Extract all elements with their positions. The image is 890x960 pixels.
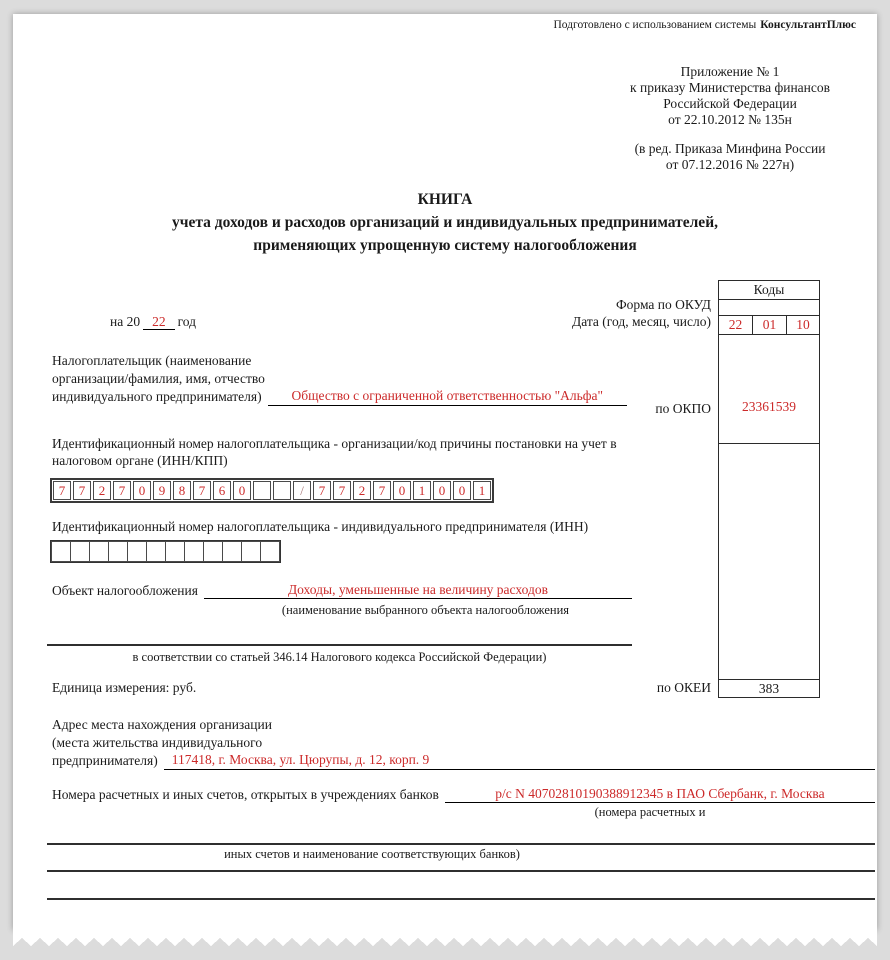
- appendix-reference: [630, 64, 830, 173]
- bank-accounts-caption: (номера расчетных и: [594, 805, 706, 819]
- form-grid-cell: 2: [93, 481, 111, 500]
- form-grid-cell: [89, 541, 109, 562]
- okei-label: по ОКЕИ: [656, 680, 711, 695]
- tax-object-caption: (наименование выбранного объекта налогообложения: [281, 603, 570, 617]
- tax-object-section: [52, 582, 632, 599]
- taxpayer-label-line: организации/фамилия, имя, отчество: [52, 370, 265, 386]
- bank-accounts-section: [52, 786, 875, 803]
- form-grid-cell: 0: [133, 481, 151, 500]
- form-grid-cell: /: [293, 481, 311, 500]
- okpo-value-cell: 23361539: [718, 334, 820, 444]
- form-grid-cell: 7: [113, 481, 131, 500]
- form-grid-cell: 1: [473, 481, 491, 500]
- empty-codes-cell: [718, 443, 820, 680]
- tax-object-value-field: Доходы, уменьшенные на величину расходов: [204, 582, 632, 599]
- date-label: Дата (год, месяц, число): [572, 314, 711, 329]
- title-word: КНИГА: [417, 191, 473, 208]
- form-grid-cell: 7: [73, 481, 91, 500]
- unit-of-measure-label: Единица измерения: руб.: [52, 680, 197, 695]
- appendix-line: Российской Федерации: [663, 96, 797, 111]
- appendix-line: Приложение № 1: [680, 64, 780, 79]
- form-grid-cell: [184, 541, 204, 562]
- tax-object-statute-caption: в соответствии со статьей 346.14 Налогового кодекса Российской Федерации): [132, 650, 547, 664]
- taxpayer-name-field: Общество с ограниченной ответственностью "Альфа": [268, 387, 627, 406]
- appendix-line: от 22.10.2012 № 135н: [668, 112, 792, 127]
- okud-value-cell: [718, 299, 820, 316]
- torn-page-edge: [13, 930, 877, 946]
- form-okud-label: Форма по ОКУД: [615, 297, 711, 312]
- blank-rule-line: [47, 843, 875, 845]
- form-grid-cell: 6: [213, 481, 231, 500]
- taxpayer-section: [52, 352, 627, 406]
- form-grid-cell: [51, 541, 71, 562]
- form-grid-cell: [273, 481, 291, 500]
- consultantplus-brand: КонсультантПлюс: [760, 19, 856, 31]
- date-month-cell: 01: [752, 315, 787, 335]
- form-grid-cell: 0: [453, 481, 471, 500]
- blank-rule-line: [47, 870, 875, 872]
- spacer: [630, 128, 830, 141]
- form-grid-cell: [222, 541, 242, 562]
- reporting-year-line: [110, 314, 196, 330]
- inn-ip-digit-grid: [50, 540, 281, 563]
- form-grid-cell: 0: [233, 481, 251, 500]
- bank-account-value-field: р/с N 40702810190388912345 в ПАО Сбербанк, г. Москва: [445, 786, 875, 803]
- appendix-edition-line: (в ред. Приказа Минфина России: [634, 141, 826, 156]
- form-grid-cell: [146, 541, 166, 562]
- form-grid-cell: [70, 541, 90, 562]
- prepared-with-line: [553, 19, 856, 31]
- bank-accounts-caption: иных счетов и наименование соответствующих банков): [224, 847, 520, 861]
- form-grid-cell: [165, 541, 185, 562]
- form-grid-cell: [127, 541, 147, 562]
- prepared-with-text: Подготовлено с использованием системы: [553, 19, 757, 31]
- form-grid-cell: 9: [153, 481, 171, 500]
- form-grid-cell: 0: [433, 481, 451, 500]
- form-grid-cell: [108, 541, 128, 562]
- address-label-line: предпринимателя): [52, 753, 158, 768]
- appendix-edition-line: от 07.12.2016 № 227н): [665, 157, 795, 172]
- taxpayer-label-line: индивидуального предпринимателя): [52, 389, 262, 404]
- codes-header-cell: Коды: [718, 280, 820, 300]
- okpo-label: по ОКПО: [655, 401, 711, 416]
- address-value-field: 117418, г. Москва, ул. Цюрупы, д. 12, корп. 9: [164, 751, 875, 770]
- form-grid-cell: 7: [193, 481, 211, 500]
- title-line: учета доходов и расходов организаций и индивидуальных предпринимателей,: [172, 214, 718, 231]
- inn-ip-label: Идентификационный номер налогоплательщика - индивидуального предпринимателя (ИНН): [52, 519, 589, 534]
- form-grid-cell: 7: [313, 481, 331, 500]
- date-day-cell: 10: [786, 315, 820, 335]
- form-grid-cell: 1: [413, 481, 431, 500]
- form-grid-cell: [253, 481, 271, 500]
- address-label-line: Адрес места нахождения организации: [52, 717, 272, 732]
- appendix-line: к приказу Министерства финансов: [630, 80, 830, 95]
- codes-table: [718, 280, 820, 698]
- blank-rule-line: [47, 898, 875, 900]
- inn-kpp-label: Идентификационный номер налогоплательщика - организации/код причины постановки на учет в налоговом органе (ИНН/КПП): [52, 436, 617, 468]
- form-grid-cell: 8: [173, 481, 191, 500]
- year-value-field: 22: [143, 314, 175, 330]
- form-grid-cell: [241, 541, 261, 562]
- form-grid-cell: 7: [53, 481, 71, 500]
- year-prefix: на 20: [110, 314, 141, 329]
- taxpayer-label-line: Налогоплательщик (наименование: [52, 353, 252, 368]
- form-grid-cell: [203, 541, 223, 562]
- tax-object-label: Объект налогообложения: [52, 583, 198, 598]
- bank-accounts-label: Номера расчетных и иных счетов, открытых в учреждениях банков: [52, 787, 439, 802]
- form-grid-cell: 7: [373, 481, 391, 500]
- date-year-cell: 22: [718, 315, 753, 335]
- address-label-line: (места жительства индивидуального: [52, 734, 263, 750]
- inn-kpp-digit-grid: [50, 478, 494, 503]
- form-grid-cell: [260, 541, 280, 562]
- year-suffix: год: [177, 314, 197, 329]
- okei-value-cell: 383: [718, 679, 820, 698]
- document-page: [13, 14, 877, 930]
- form-grid-cell: 7: [333, 481, 351, 500]
- form-grid-cell: 0: [393, 481, 411, 500]
- document-title: [13, 188, 877, 257]
- address-section: [52, 716, 875, 770]
- blank-rule-line: [47, 644, 632, 646]
- form-grid-cell: 2: [353, 481, 371, 500]
- title-line: применяющих упрощенную систему налогообложения: [253, 237, 637, 254]
